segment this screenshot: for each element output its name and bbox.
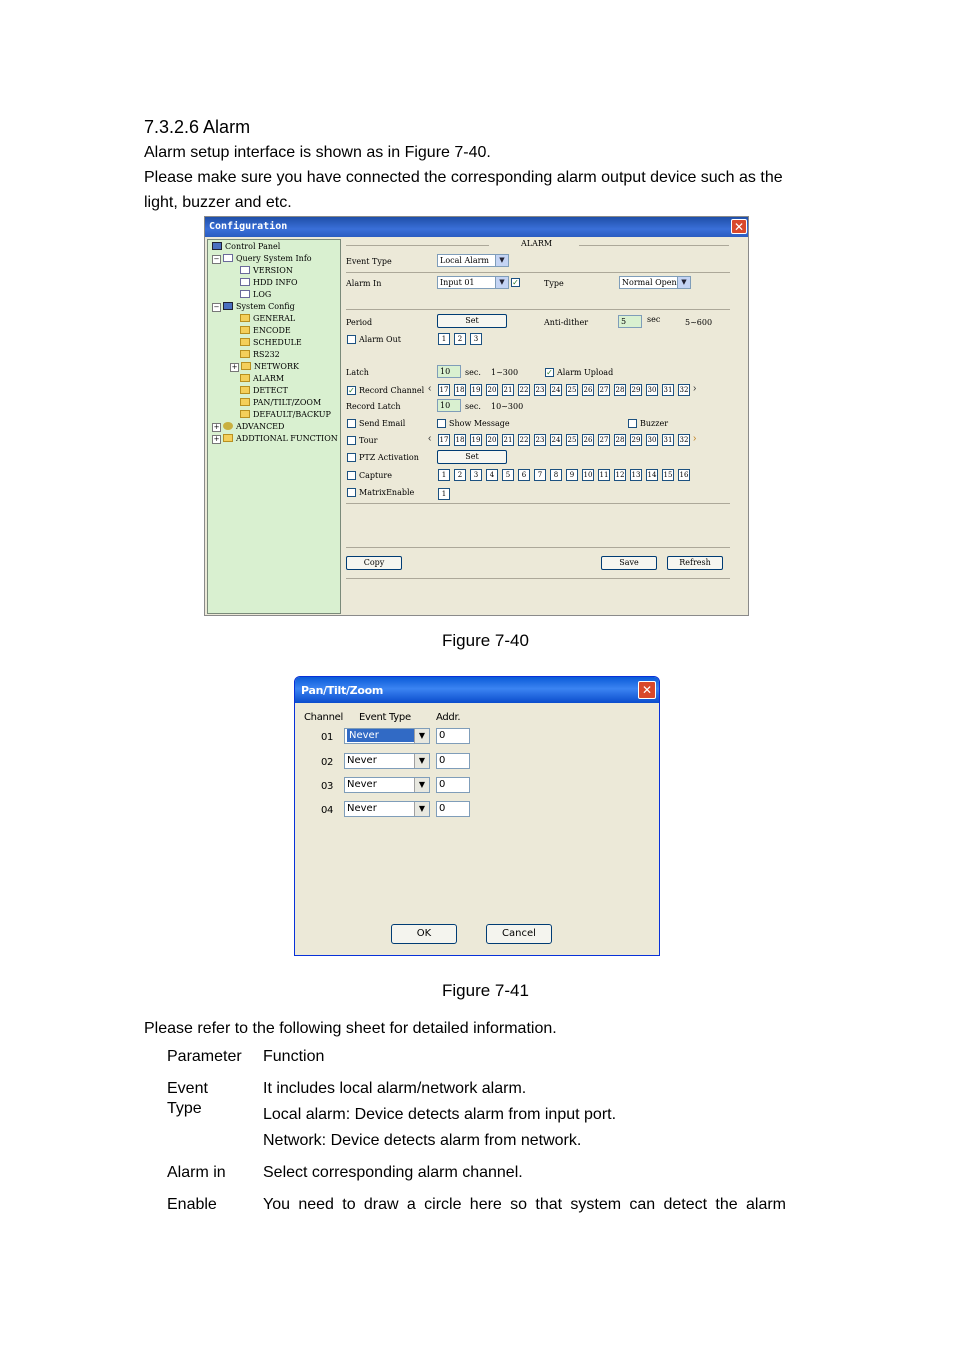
alarm-out-channel[interactable]: 1 <box>438 333 450 345</box>
record-channel-box[interactable]: 23 <box>535 386 545 394</box>
tree-item-ptz[interactable]: PAN/TILT/ZOOM <box>240 398 321 408</box>
tour-label: Tour <box>359 436 378 445</box>
tour-channel-box[interactable]: 30 <box>647 436 657 444</box>
anti-dither-range: 5~600 <box>685 318 713 327</box>
type-select[interactable]: Normal Open ▼ <box>619 276 691 289</box>
latch-range: 1~300 <box>491 368 519 377</box>
figure-caption: Figure 7-40 <box>442 631 529 650</box>
record-channel-box[interactable]: 17 <box>439 386 449 394</box>
record-channel-box[interactable]: 32 <box>679 386 689 394</box>
tour-channel-box[interactable]: 19 <box>471 436 481 444</box>
tour-channel-box[interactable]: 32 <box>679 436 689 444</box>
tour-checkbox[interactable] <box>347 436 356 445</box>
matrix-enable-checkbox[interactable] <box>347 488 356 497</box>
event-type-select[interactable]: Never ▼ <box>344 777 430 793</box>
table-function: It includes local alarm/network alarm. <box>263 1080 527 1097</box>
record-channel-box[interactable]: 28 <box>615 386 625 394</box>
alarm-in-enable-checkbox[interactable]: ✓ <box>512 278 519 287</box>
capture-channel-box[interactable]: 6 <box>518 469 530 481</box>
capture-checkbox[interactable] <box>347 471 356 480</box>
capture-channel-box[interactable]: 16 <box>679 471 689 479</box>
anti-dither-label: Anti-dither <box>544 318 589 327</box>
alarm-out-channel[interactable]: 2 <box>454 333 466 345</box>
alarm-out-channel[interactable]: 3 <box>470 333 482 345</box>
addr-input[interactable]: 0 <box>436 801 470 817</box>
chevron-down-icon[interactable]: ▼ <box>414 729 429 743</box>
window-title: Pan/Tilt/Zoom <box>301 684 384 697</box>
document-icon <box>240 278 250 286</box>
table-function: Network: Device detects alarm from network. <box>263 1132 582 1149</box>
record-channel-box[interactable]: 31 <box>663 386 673 394</box>
refresh-button[interactable]: Refresh <box>667 556 723 570</box>
configuration-window <box>204 216 749 616</box>
alarm-upload-checkbox[interactable]: ✓ <box>546 368 553 377</box>
chevron-right-icon[interactable]: › <box>693 383 697 394</box>
ptz-activation-checkbox[interactable] <box>347 453 356 462</box>
ptz-dialog <box>294 676 660 956</box>
capture-channel-box[interactable]: 12 <box>615 471 625 479</box>
table-function: You need to draw a circle here so that system can detect the alarm <box>263 1196 786 1213</box>
capture-channel-box[interactable]: 1 <box>438 469 450 481</box>
tour-channel-box[interactable]: 26 <box>583 436 593 444</box>
tree-item-system-config[interactable]: − System Config <box>213 302 295 311</box>
tree-item-general[interactable]: GENERAL <box>240 314 295 324</box>
latch-unit: sec. <box>465 368 481 377</box>
alarm-in-select[interactable]: Input 01 ▼ <box>437 276 509 289</box>
tree-item-schedule[interactable]: SCHEDULE <box>240 338 302 348</box>
addr-input[interactable]: 0 <box>436 728 470 744</box>
tour-channel-box[interactable]: 20 <box>487 436 497 444</box>
capture-channel-box[interactable]: 15 <box>663 471 673 479</box>
tree-item-hdd-info[interactable]: HDD INFO <box>240 278 298 288</box>
capture-channel-box[interactable]: 14 <box>647 471 657 479</box>
show-message-label: Show Message <box>449 419 510 428</box>
capture-channel-box[interactable]: 5 <box>502 469 514 481</box>
tour-channel-box[interactable]: 22 <box>519 436 529 444</box>
computer-icon <box>212 242 222 250</box>
table-param: Alarm in <box>167 1164 226 1181</box>
tree-item-alarm[interactable]: ALARM <box>240 374 284 384</box>
tour-channel-box[interactable]: 27 <box>599 436 609 444</box>
buzzer-checkbox[interactable] <box>628 419 637 428</box>
tree-item-rs232[interactable]: RS232 <box>240 350 280 360</box>
chevron-down-icon[interactable]: ▼ <box>414 778 429 792</box>
capture-channel-box[interactable]: 10 <box>583 471 593 479</box>
document-icon <box>240 266 250 274</box>
chevron-right-icon[interactable]: › <box>693 433 697 444</box>
record-channel-box[interactable]: 19 <box>471 386 481 394</box>
tour-channel-box[interactable]: 29 <box>631 436 641 444</box>
collapse-icon[interactable]: − <box>213 303 220 311</box>
figure-caption: Figure 7-41 <box>442 981 529 1000</box>
type-label: Type <box>544 279 564 288</box>
record-channel-box[interactable]: 21 <box>503 386 513 394</box>
matrix-channel[interactable]: 1 <box>438 488 450 500</box>
tree-item-default-backup[interactable]: DEFAULT/BACKUP <box>240 410 331 420</box>
cancel-button[interactable]: Cancel <box>486 924 552 944</box>
alarm-out-checkbox[interactable] <box>347 335 356 344</box>
table-param: Type <box>167 1100 202 1117</box>
latch-input[interactable]: 10 <box>437 365 461 378</box>
record-latch-range: 10~300 <box>491 402 524 411</box>
channel-label: 03 <box>321 781 334 792</box>
tour-channel-box[interactable]: 28 <box>615 436 625 444</box>
capture-channel-box[interactable]: 8 <box>550 469 562 481</box>
section-title: ALARM <box>521 239 553 248</box>
ptz-set-button[interactable]: Set <box>437 450 507 464</box>
divider <box>579 245 729 246</box>
folder-icon <box>240 374 250 382</box>
tree-item-advanced[interactable]: + ADVANCED <box>213 422 285 431</box>
divider <box>346 272 730 273</box>
document-icon <box>223 254 233 262</box>
capture-label: Capture <box>359 471 392 480</box>
tour-channel-box[interactable]: 17 <box>439 436 449 444</box>
record-channel-label: Record Channel <box>359 386 425 395</box>
ok-button[interactable]: OK <box>391 924 457 944</box>
event-type-select[interactable]: Never ▼ <box>344 801 430 817</box>
event-type-column-header: Event Type <box>359 712 411 723</box>
folder-icon <box>240 398 250 406</box>
record-latch-input[interactable]: 10 <box>437 399 461 412</box>
record-channel-box[interactable]: 24 <box>551 386 561 394</box>
channel-label: 04 <box>321 805 334 816</box>
advanced-icon <box>223 422 233 430</box>
expand-icon[interactable]: + <box>213 423 220 431</box>
intro-line: Please make sure you have connected the corresponding alarm output device such as the <box>144 169 783 186</box>
chevron-down-icon[interactable]: ▼ <box>414 802 429 816</box>
anti-dither-unit: sec <box>647 315 661 324</box>
addr-column-header: Addr. <box>436 712 461 723</box>
capture-channel-box[interactable]: 9 <box>566 469 578 481</box>
anti-dither-input[interactable]: 5 <box>618 315 642 328</box>
chevron-down-icon[interactable]: ▼ <box>677 277 690 288</box>
tour-channel-box[interactable]: 25 <box>567 436 577 444</box>
show-message-checkbox[interactable] <box>437 419 446 428</box>
chevron-down-icon[interactable]: ▼ <box>495 277 508 288</box>
chevron-left-icon[interactable]: ‹ <box>428 383 432 394</box>
buzzer-label: Buzzer <box>640 419 669 428</box>
folder-icon <box>240 386 250 394</box>
event-type-select[interactable]: Never ▼ <box>344 753 430 769</box>
record-channel-box[interactable]: 30 <box>647 386 657 394</box>
copy-button[interactable]: Copy <box>346 556 402 570</box>
period-label: Period <box>346 318 373 327</box>
send-email-label: Send Email <box>359 419 406 428</box>
config-tree <box>207 239 341 614</box>
addr-input[interactable]: 0 <box>436 777 470 793</box>
folder-icon <box>241 362 251 370</box>
capture-channel-box[interactable]: 2 <box>454 469 466 481</box>
divider <box>346 503 730 504</box>
folder-icon <box>240 350 250 358</box>
send-email-checkbox[interactable] <box>347 419 356 428</box>
divider <box>346 309 730 310</box>
ptz-activation-label: PTZ Activation <box>359 453 419 462</box>
tree-item-control-panel[interactable]: Control Panel <box>212 242 280 252</box>
folder-icon <box>223 434 233 442</box>
tour-channel-box[interactable]: 23 <box>535 436 545 444</box>
table-param: Event <box>167 1080 208 1097</box>
chevron-left-icon[interactable]: ‹ <box>428 433 432 444</box>
chevron-down-icon[interactable]: ▼ <box>414 754 429 768</box>
table-header-function: Function <box>263 1048 325 1065</box>
tree-item-detect[interactable]: DETECT <box>240 386 288 396</box>
table-function: Local alarm: Device detects alarm from input port. <box>263 1106 617 1123</box>
record-channel-box[interactable]: 25 <box>567 386 577 394</box>
divider <box>346 245 489 246</box>
record-channel-checkbox[interactable]: ✓ <box>348 386 355 395</box>
expand-icon[interactable]: + <box>231 363 238 371</box>
collapse-icon[interactable]: − <box>213 255 220 263</box>
record-latch-label: Record Latch <box>346 402 401 411</box>
tour-channel-box[interactable]: 31 <box>663 436 673 444</box>
sheet-intro: Please refer to the following sheet for detailed information. <box>144 1020 557 1037</box>
chevron-down-icon[interactable]: ▼ <box>495 255 508 266</box>
folder-icon <box>240 410 250 418</box>
channel-label: 02 <box>321 757 334 768</box>
capture-channel-box[interactable]: 3 <box>470 469 482 481</box>
addr-input[interactable]: 0 <box>436 753 470 769</box>
tree-item-encode[interactable]: ENCODE <box>240 326 291 336</box>
channel-column-header: Channel <box>304 712 343 723</box>
latch-label: Latch <box>346 368 369 377</box>
capture-channel-box[interactable]: 4 <box>486 469 498 481</box>
document-icon <box>240 290 250 298</box>
table-header-parameter: Parameter <box>167 1048 242 1065</box>
record-channel-box[interactable]: 20 <box>487 386 497 394</box>
capture-channel-box[interactable]: 7 <box>534 469 546 481</box>
tour-channel-box[interactable]: 21 <box>503 436 513 444</box>
divider <box>346 578 730 579</box>
alarm-upload-label: Alarm Upload <box>557 368 614 377</box>
intro-line: Alarm setup interface is shown as in Figure 7-40. <box>144 144 491 161</box>
period-set-button[interactable]: Set <box>437 314 507 328</box>
event-type-select[interactable]: Never ▼ <box>344 728 430 744</box>
tree-item-additional-function[interactable]: + ADDTIONAL FUNCTION <box>213 434 338 443</box>
folder-icon <box>240 338 250 346</box>
record-channel-box[interactable]: 22 <box>519 386 529 394</box>
tree-item-query-system-info[interactable]: − Query System Info <box>213 254 312 263</box>
expand-icon[interactable]: + <box>213 435 220 443</box>
settings-icon <box>223 302 233 310</box>
divider <box>346 547 730 548</box>
record-channel-box[interactable]: 26 <box>583 386 593 394</box>
section-heading: 7.3.2.6 Alarm <box>144 117 251 137</box>
record-latch-unit: sec. <box>465 402 481 411</box>
matrix-enable-label: MatrixEnable <box>359 488 415 497</box>
tree-item-log[interactable]: LOG <box>240 290 271 300</box>
record-channel-box[interactable]: 29 <box>631 386 641 394</box>
intro-line: light, buzzer and etc. <box>144 194 292 211</box>
save-button[interactable]: Save <box>601 556 657 570</box>
table-param: Enable <box>167 1196 217 1213</box>
capture-channel-box[interactable]: 11 <box>599 471 609 479</box>
capture-channel-box[interactable]: 13 <box>631 471 641 479</box>
folder-icon <box>240 326 250 334</box>
record-channel-box[interactable]: 27 <box>599 386 609 394</box>
tour-channel-box[interactable]: 24 <box>551 436 561 444</box>
tour-channel-box[interactable]: 18 <box>455 436 465 444</box>
event-type-select[interactable]: Local Alarm ▼ <box>437 254 509 267</box>
close-icon[interactable]: ✕ <box>731 219 747 234</box>
event-type-label: Event Type <box>346 257 392 266</box>
tree-item-version[interactable]: VERSION <box>240 266 293 276</box>
tree-item-network[interactable]: + NETWORK <box>231 362 299 371</box>
alarm-out-label: Alarm Out <box>359 335 401 344</box>
folder-icon <box>240 314 250 322</box>
channel-label: 01 <box>321 732 334 743</box>
close-icon[interactable]: ✕ <box>638 681 656 699</box>
alarm-in-label: Alarm In <box>346 279 382 288</box>
table-function: Select corresponding alarm channel. <box>263 1164 523 1181</box>
window-title: Configuration <box>209 221 288 232</box>
record-channel-box[interactable]: 18 <box>455 386 465 394</box>
